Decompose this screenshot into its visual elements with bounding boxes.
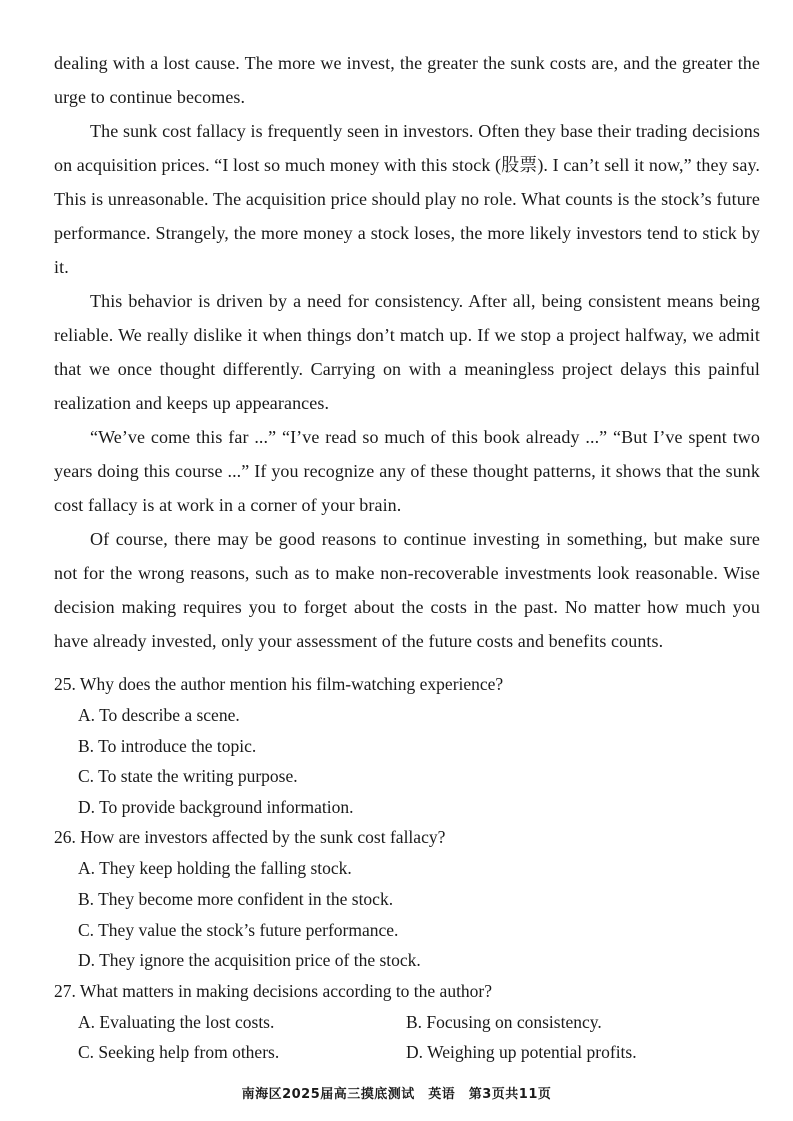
option-b: B. They become more confident in the stock. (78, 888, 394, 909)
option-b: B. Focusing on consistency. (406, 1011, 602, 1032)
option-row (54, 1037, 760, 1068)
option-c: C. They value the stock’s future performance. (78, 919, 399, 940)
option-a: A. To describe a scene. (78, 705, 240, 725)
passage-paragraph-2: The sunk cost fallacy is frequently seen in investors. Often they base their trading decisions on acquisition prices. “I lost so much money with this stock (股票). I can’t sell it now,” they say. This is unreasonable. The acquisition price should play no role. What counts is the stock’s future performance. Strangely, the more money a stock loses, the more likely investors tend to stick by it. (54, 121, 761, 277)
question-list (54, 669, 760, 1068)
question-stem: 25. Why does the author mention his film-watching experience? (54, 674, 504, 694)
option-a: A. Evaluating the lost costs. (78, 1011, 275, 1032)
page-footer: 南海区2025届高三摸底测试 英语 第3页共11页 (241, 1087, 552, 1102)
option-row (54, 1007, 760, 1038)
option-b: B. To introduce the topic. (78, 735, 257, 756)
option-d: D. They ignore the acquisition price of the stock. (78, 950, 421, 971)
passage-paragraph-3: This behavior is driven by a need for consistency. After all, being consistent means being reliable. We really dislike it when things don’t match up. If we stop a project halfway, we admit that we once thought differently. Carrying on with a meaningless project delays this painful realization and keeps up appearances. (54, 291, 760, 413)
question-stem: 26. How are investors affected by the sunk cost fallacy? (54, 827, 446, 848)
reading-passage (54, 46, 760, 658)
option-d: D. Weighing up potential profits. (406, 1042, 637, 1063)
question-27 (54, 976, 760, 1068)
option-a: A. They keep holding the falling stock. (78, 858, 352, 879)
question-26 (54, 822, 760, 975)
option-c: C. Seeking help from others. (78, 1042, 280, 1063)
question-stem: 27. What matters in making decisions according to the author? (54, 980, 493, 1001)
passage-paragraph-1: dealing with a lost cause. The more we invest, the greater the sunk costs are, and the greater the urge to continue becomes. (54, 53, 760, 107)
passage-paragraph-5: Of course, there may be good reasons to continue investing in something, but make sure not for the wrong reasons, such as to make non-recoverable investments look reasonable. Wise decision making requires you to forget about the costs in the past. No matter how much you have already invested, only your assessment of the future costs and benefits counts. (54, 529, 760, 651)
passage-paragraph-4: “We’ve come this far ...” “I’ve read so much of this book already ...” “But I’ve spent two years doing this course ...” If you recognize any of these thought patterns, it shows that the sunk cost fallacy is at work in a corner of your brain. (54, 427, 760, 515)
question-25 (54, 669, 760, 822)
option-c: C. To state the writing purpose. (78, 766, 298, 787)
option-d: D. To provide background information. (78, 796, 354, 817)
